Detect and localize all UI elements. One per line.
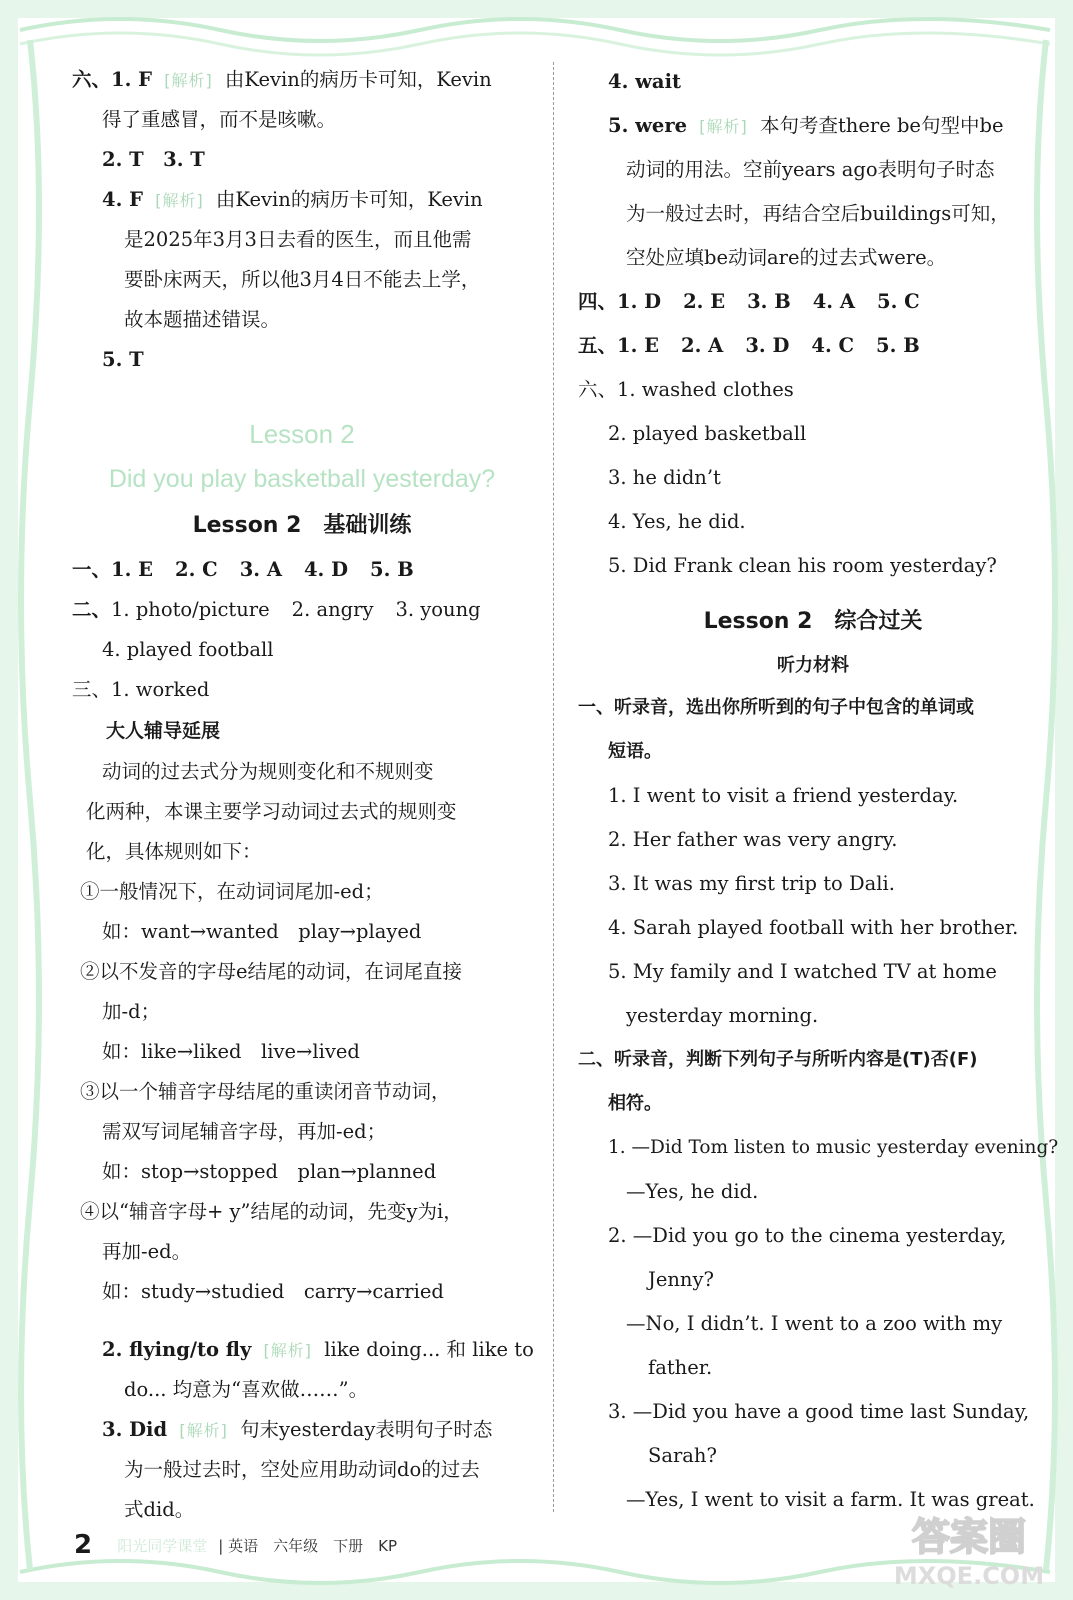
page-footer: [74, 1530, 397, 1566]
analysis-text: like doing... 和 like to: [324, 1338, 534, 1361]
section-heading-comprehensive: Lesson 2 综合过关: [703, 609, 923, 634]
question-number: 四、: [578, 290, 618, 313]
analysis-tag-text: 解析: [706, 117, 741, 136]
answer: 5. C: [877, 290, 920, 313]
example-line: 如：like→liked live→lived: [102, 1040, 360, 1063]
answer-line: 4. played football: [102, 638, 274, 661]
answer-line: 2. T 3. T: [102, 148, 205, 171]
answer-line: [72, 1410, 532, 1450]
answer: 1. D: [617, 290, 662, 313]
question-heading: 相符。: [608, 1093, 662, 1114]
answer: 2. E: [683, 290, 726, 313]
answer-line: [72, 1330, 532, 1370]
rule-line: 加-d；: [102, 1000, 161, 1023]
dialogue-line: —Yes, I went to visit a farm. It was great.: [626, 1488, 1035, 1511]
watermark-logo: [874, 1506, 1064, 1592]
example-line: 如：stop→stopped plan→planned: [102, 1160, 437, 1183]
question-heading: 一、听录音，选出你所听到的句子中包含的单词或: [578, 697, 974, 718]
analysis-tag: [解析]: [699, 117, 748, 136]
answer-number: 3. Did: [102, 1418, 168, 1441]
answer: 1. photo/picture: [111, 598, 270, 621]
lesson-title: Lesson 2: [249, 419, 355, 449]
lesson-subtitle: Did you play basketball yesterday?: [108, 465, 496, 493]
answer-line: 2. played basketball: [608, 422, 807, 445]
watermark-cn: 答案圈: [911, 1515, 1027, 1559]
analysis-text: 本句考查there be句型中be: [759, 114, 1004, 137]
extension-text: 化两种，本课主要学习动词过去式的规则变: [86, 800, 457, 823]
analysis-tag: [解析]: [179, 1421, 228, 1440]
question-heading: 短语。: [608, 741, 662, 762]
analysis-line: 为一般过去时，再结合空后buildings可知，: [626, 202, 1010, 225]
analysis-line: 空处应填be动词are的过去式were。: [626, 246, 947, 269]
answer: 1. E: [617, 334, 660, 357]
answer-number: 4. F: [102, 188, 143, 211]
answer-line: 4. Yes, he did.: [608, 510, 746, 533]
column-divider: [553, 62, 554, 1512]
dialogue-line: Jenny?: [648, 1268, 714, 1291]
analysis-text: 由Kevin的病历卡可知，Kevin: [215, 188, 483, 211]
analysis-line: 是2025年3月3日去看的医生，而且他需: [124, 228, 472, 251]
answer-line: 5. T: [102, 348, 144, 371]
answer: 2. A: [681, 334, 724, 357]
answer: 4. C: [811, 334, 855, 357]
answer-line: [72, 590, 532, 630]
brand-name: 阳光同学课堂: [117, 1536, 208, 1555]
answer-line: 三、1. worked: [72, 678, 210, 701]
question-number: 一、: [72, 558, 112, 581]
dialogue-line: 2. —Did you go to the cinema yesterday,: [608, 1224, 1007, 1247]
question-number: 五、: [578, 334, 618, 357]
answer-line: 4. wait: [608, 70, 681, 93]
answer: 5. B: [370, 558, 414, 581]
extension-text: 动词的过去式分为规则变化和不规则变: [102, 760, 434, 783]
answer: 5. B: [876, 334, 920, 357]
answer: 2. angry: [291, 598, 374, 621]
analysis-text: 句末yesterday表明句子时态: [240, 1418, 493, 1441]
analysis-tag: [解析]: [164, 71, 213, 90]
analysis-line: do... 均意为“喜欢做……”。: [124, 1378, 369, 1401]
dialogue-line: —Yes, he did.: [626, 1180, 759, 1203]
analysis-line: 故本题描述错误。: [124, 308, 281, 331]
analysis-line: 式did。: [124, 1498, 195, 1521]
dialogue-line: father.: [648, 1356, 713, 1379]
rule-line: ①一般情况下，在动词词尾加-ed；: [80, 880, 384, 903]
answer: 2. C: [175, 558, 218, 581]
page-number: 2: [74, 1530, 93, 1560]
answer: 3. D: [745, 334, 790, 357]
dialogue-line: 1. —Did Tom listen to music yesterday evening?: [608, 1137, 1059, 1158]
answer: 4. D: [303, 558, 349, 581]
listening-sentence: 4. Sarah played football with her brother.: [608, 916, 1019, 939]
answer: 3. B: [747, 290, 791, 313]
answer-line: [578, 324, 1048, 368]
rule-line: ③以一个辅音字母结尾的重读闭音节动词，: [80, 1080, 451, 1103]
question-heading: 二、听录音，判断下列句子与所听内容是(T)否(F): [578, 1049, 978, 1070]
answer-line: 六、1. washed clothes: [578, 378, 794, 401]
answer-line: 5. Did Frank clean his room yesterday?: [608, 554, 997, 577]
analysis-tag-text: 解析: [162, 191, 197, 210]
analysis-tag-text: 解析: [186, 1421, 221, 1440]
listening-sentence: yesterday morning.: [626, 1004, 819, 1027]
analysis-line: 动词的用法。空前years ago表明句子时态: [626, 158, 995, 181]
answer: 3. A: [239, 558, 282, 581]
example-line: 如：study→studied carry→carried: [102, 1280, 444, 1303]
analysis-tag-text: 解析: [270, 1341, 305, 1360]
dialogue-line: Sarah?: [648, 1444, 717, 1467]
listening-sentence: 5. My family and I watched TV at home: [608, 960, 997, 983]
answer-line: [578, 280, 1048, 324]
right-column: [578, 60, 1059, 1522]
rule-line: ④以“辅音字母+ y”结尾的动词，先变y为i，: [80, 1200, 463, 1223]
answer: 3. young: [395, 598, 481, 621]
analysis-line: 得了重感冒，而不是咳嗽。: [102, 108, 337, 131]
rule-line: 再加-ed。: [102, 1240, 192, 1263]
rule-line: ②以不发音的字母e结尾的动词，在词尾直接: [80, 960, 463, 983]
analysis-tag: [解析]: [155, 191, 204, 210]
watermark-en: MXQE.COM: [893, 1562, 1045, 1590]
example-line: 如：want→wanted play→played: [102, 920, 422, 943]
left-column: [72, 60, 532, 1530]
answer: 1. E: [111, 558, 154, 581]
question-number: 二、: [72, 598, 112, 621]
extension-heading: 大人辅导延展: [106, 720, 221, 742]
analysis-line: 为一般过去时，空处应用助动词do的过去: [124, 1458, 480, 1481]
analysis-line: 要卧床两天，所以他3月4日不能去上学，: [124, 268, 481, 291]
listening-heading: 听力材料: [777, 655, 849, 676]
section-heading-basic: Lesson 2 基础训练: [192, 513, 412, 538]
answer-line: [72, 180, 532, 220]
listening-sentence: 2. Her father was very angry.: [608, 828, 898, 851]
answer-number: 5. were: [608, 114, 688, 137]
listening-sentence: 1. I went to visit a friend yesterday.: [608, 784, 959, 807]
extension-text: 化，具体规则如下：: [86, 840, 262, 863]
answer: 4. A: [812, 290, 856, 313]
answer-number: 六、1. F: [72, 68, 152, 91]
analysis-tag: [解析]: [263, 1341, 313, 1360]
dialogue-line: 3. —Did you have a good time last Sunday,: [608, 1400, 1030, 1423]
answer-line: [72, 550, 532, 590]
listening-sentence: 3. It was my first trip to Dali.: [608, 872, 895, 895]
analysis-tag-text: 解析: [171, 71, 206, 90]
answer-line: [72, 60, 532, 100]
analysis-text: 由Kevin的病历卡可知，Kevin: [224, 68, 492, 91]
dialogue-line: —No, I didn’t. I went to a zoo with my: [626, 1312, 1003, 1335]
book-meta: | 英语 六年级 下册 KP: [218, 1536, 398, 1555]
rule-line: 需双写词尾辅音字母，再加-ed；: [102, 1120, 387, 1143]
answer-line: 3. he didn’t: [608, 466, 721, 489]
answer-number: 2. flying/to fly: [102, 1338, 252, 1361]
answer-line: [578, 104, 1048, 148]
